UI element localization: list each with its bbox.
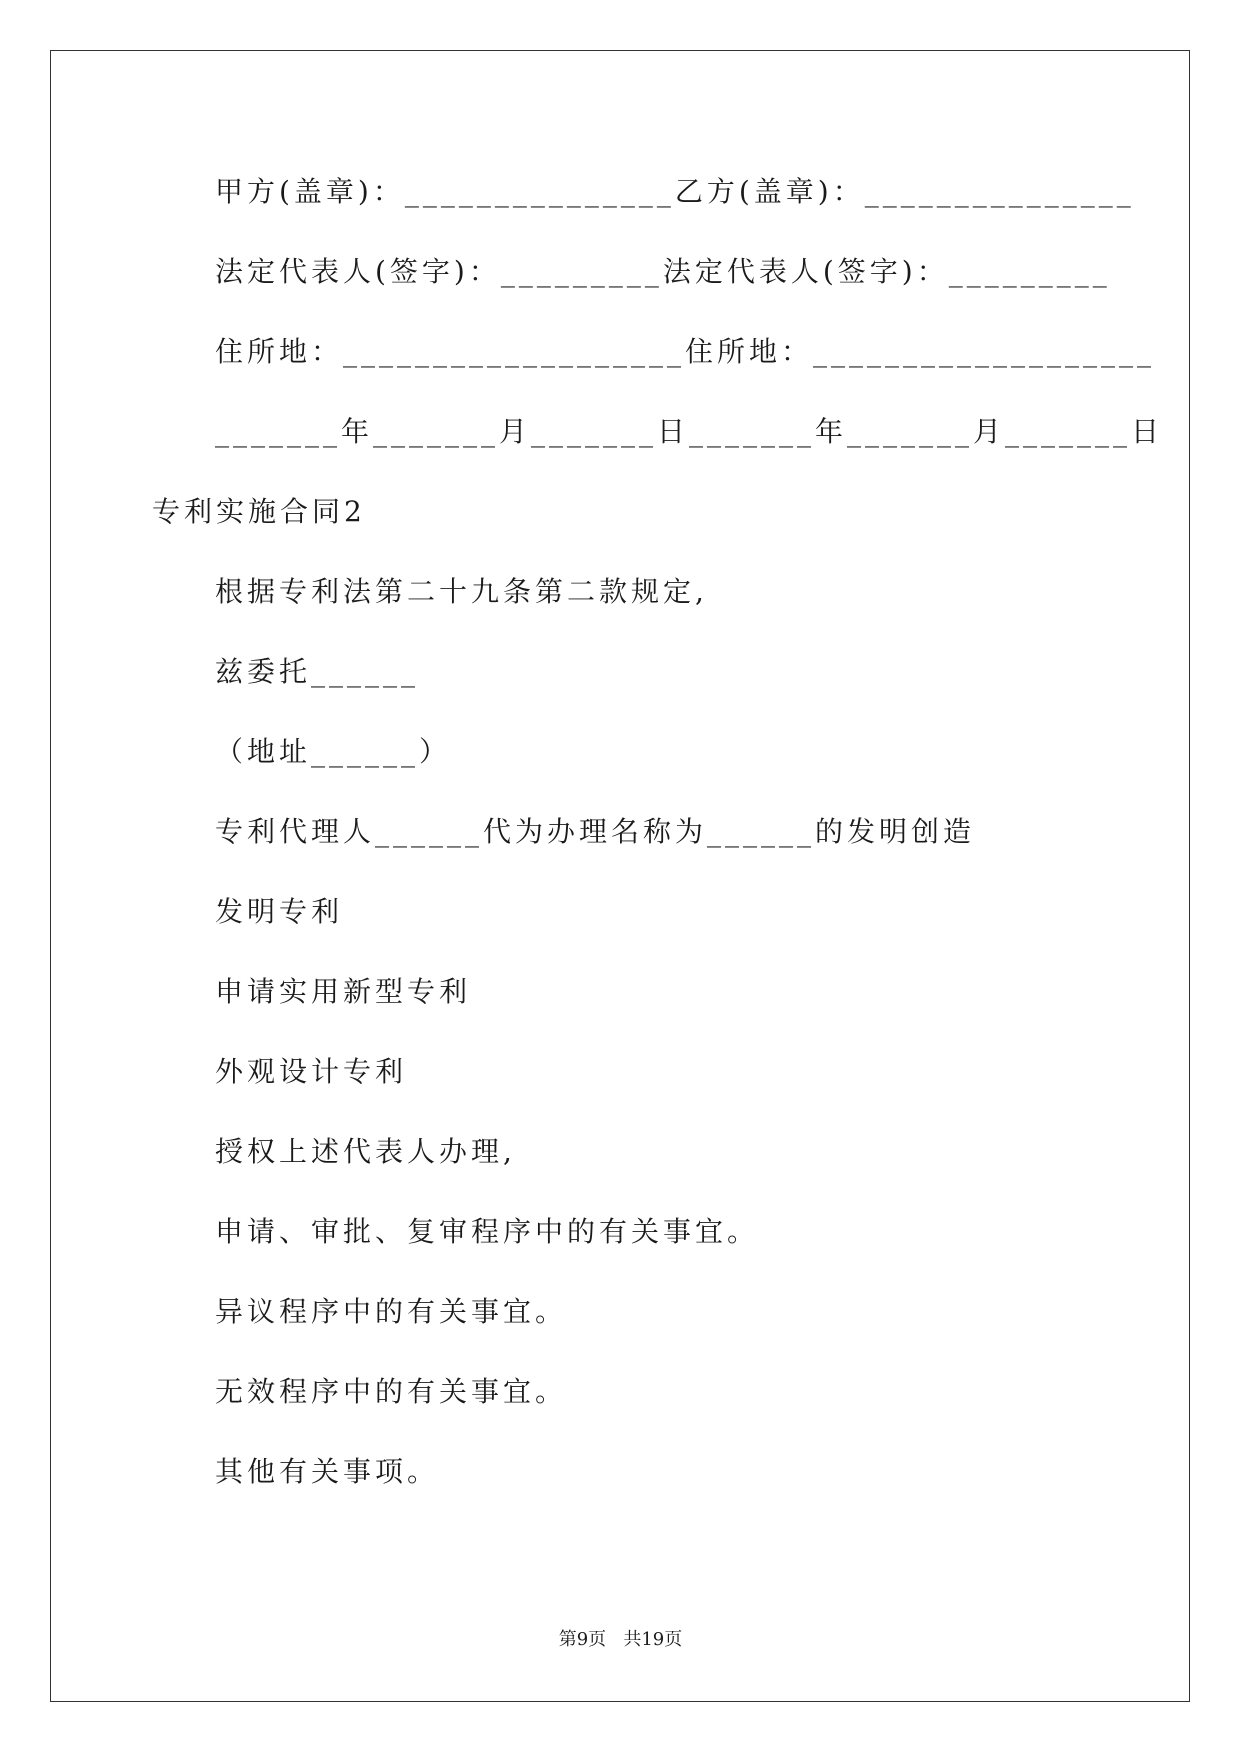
section-title: 专利实施合同2 (152, 495, 366, 528)
body-line-8: 授权上述代表人办理, (215, 1135, 516, 1168)
address-line: 住所地：___________________住所地：___________________ (215, 335, 1156, 368)
page-footer: 第9页 共19页 (558, 1629, 683, 1650)
body-line-1: 根据专利法第二十九条第二款规定, (215, 575, 708, 608)
body-line-7: 外观设计专利 (215, 1055, 408, 1088)
body-line-11: 无效程序中的有关事宜。 (215, 1375, 568, 1408)
body-line-4: 专利代理人______代为办理名称为______的发明创造 (215, 815, 976, 848)
party-seal-line: 甲方(盖章)：_______________乙方(盖章)：_______________ (215, 175, 1135, 208)
body-line-12: 其他有关事项。 (215, 1455, 440, 1488)
body-line-2: 兹委托______ (215, 655, 420, 688)
body-line-9: 申请、审批、复审程序中的有关事宜。 (215, 1215, 760, 1248)
body-line-6: 申请实用新型专利 (215, 975, 472, 1008)
body-line-10: 异议程序中的有关事宜。 (215, 1295, 568, 1328)
date-line: _______年_______月_______日_______年_______月_______日 (215, 415, 1164, 448)
body-line-5: 发明专利 (215, 895, 344, 928)
body-line-3: （地址______） (215, 735, 452, 768)
legal-representative-line: 法定代表人(签字)：_________法定代表人(签字)：_________ (215, 255, 1111, 288)
